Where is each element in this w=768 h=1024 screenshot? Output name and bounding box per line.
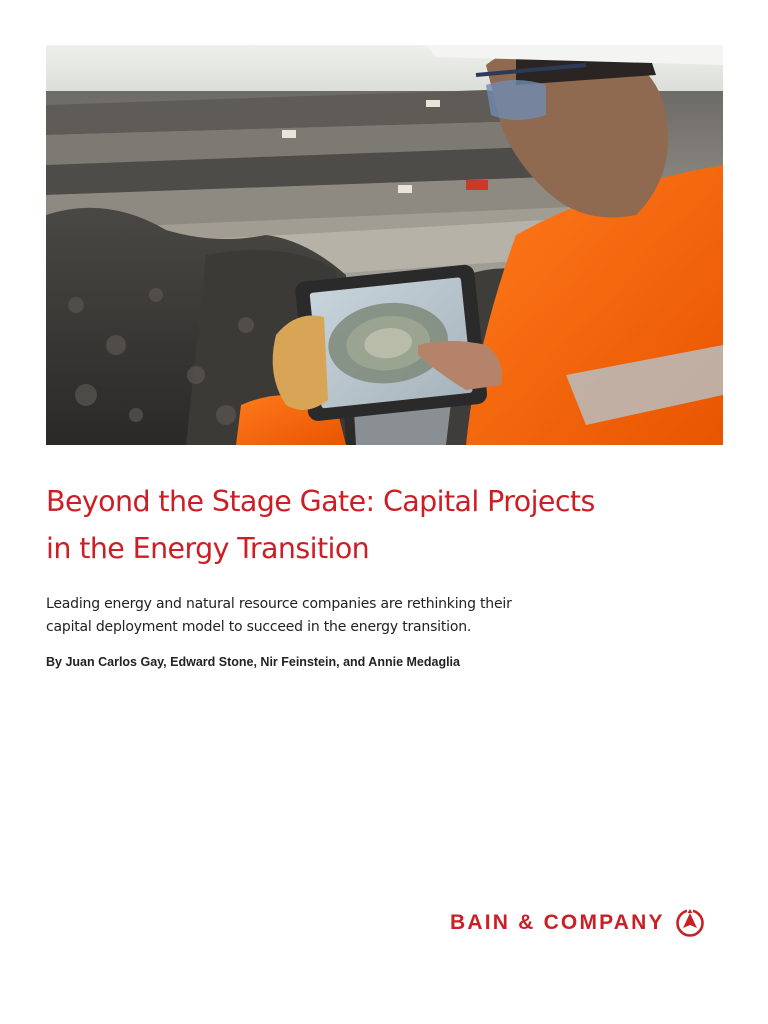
subtitle-line-1: Leading energy and natural resource companies are rethinking their	[46, 596, 512, 612]
hero-photo	[46, 45, 723, 445]
subtitle-line-2: capital deployment model to succeed in the energy transition.	[46, 619, 472, 635]
logo-text: BAIN & COMPANY	[450, 911, 665, 934]
authors-byline: By Juan Carlos Gay, Edward Stone, Nir Feinstein, and Annie Medaglia	[46, 655, 460, 669]
document-title	[46, 478, 686, 572]
mine-worker-tablet-photo	[46, 45, 723, 445]
title-line-1: Beyond the Stage Gate: Capital Projects	[46, 485, 595, 518]
document-subtitle	[46, 593, 566, 639]
bain-compass-icon	[675, 908, 705, 938]
bain-logo	[450, 906, 725, 940]
title-line-2: in the Energy Transition	[46, 532, 370, 565]
